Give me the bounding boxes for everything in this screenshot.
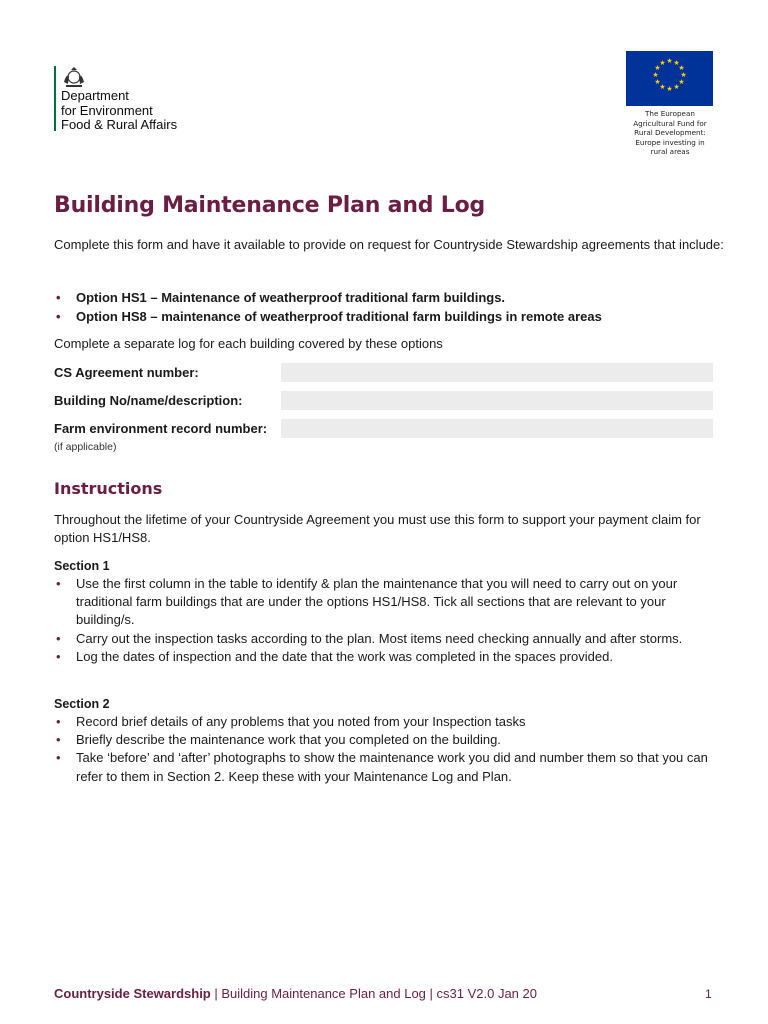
defra-line: Department	[61, 88, 129, 103]
svg-text:★: ★	[654, 78, 661, 86]
list-item: • Record brief details of any problems that you noted from your Inspection tasks	[54, 713, 724, 731]
fer-number-field[interactable]	[281, 419, 713, 438]
svg-text:★: ★	[678, 64, 685, 72]
svg-text:★: ★	[680, 71, 687, 79]
eu-caption-line: The European	[645, 109, 695, 118]
fer-number-label: Farm environment record number:	[54, 421, 268, 436]
eu-caption-line: rural areas	[650, 147, 690, 156]
eu-caption-line: Europe investing in	[635, 137, 705, 147]
svg-text:★: ★	[678, 78, 685, 86]
defra-name	[61, 89, 177, 133]
section2-list	[54, 713, 724, 786]
list-item: • Briefly describe the maintenance work that you completed on the building.	[54, 731, 724, 749]
svg-text:★: ★	[673, 83, 680, 91]
footer-separator: |	[425, 986, 437, 1001]
svg-text:★: ★	[659, 83, 666, 91]
footer-brand: Countryside Stewardship	[54, 986, 211, 1001]
svg-text:★: ★	[666, 57, 673, 65]
document-title: Building Maintenance Plan and Log	[54, 193, 486, 218]
list-item: • Use the first column in the table to identify & plan the maintenance that you will need to carry out on your traditional farm buildings that are under the options HS1/HS8. Tick all sections that are relevant to your building/s.	[54, 575, 724, 630]
defra-line: Food & Rural Affairs	[61, 117, 178, 132]
footer-doc-title: Building Maintenance Plan and Log	[221, 986, 426, 1001]
royal-crest-icon	[61, 66, 87, 88]
separate-log-text: Complete a separate log for each building covered by these options	[54, 336, 443, 351]
defra-line: for Environment	[61, 102, 153, 118]
section1-list	[54, 575, 724, 666]
section2-heading: Section 2	[54, 697, 110, 711]
defra-logo-bar	[54, 66, 56, 131]
svg-text:★: ★	[652, 71, 659, 79]
option-item-hs1: • Option HS1 – Maintenance of weatherproof traditional farm buildings.	[54, 288, 724, 307]
footer-doc-code: cs31 V2.0 Jan 20	[436, 986, 537, 1001]
footer	[54, 986, 537, 1001]
page-number: 1	[705, 987, 712, 1001]
agreement-number-label: CS Agreement number:	[54, 365, 199, 380]
intro-text: Complete this form and have it available to provide on request for Countryside Stewardship agreements that include:	[54, 237, 724, 252]
options-list	[54, 288, 724, 326]
option-item-hs8: • Option HS8 – maintenance of weatherproof traditional farm buildings in remote areas	[54, 307, 724, 326]
eu-caption-line: Rural Development:	[634, 128, 706, 137]
eu-caption	[620, 109, 720, 157]
eu-caption-line: Agricultural Fund for	[633, 118, 707, 128]
list-item: • Log the dates of inspection and the date that the work was completed in the spaces provided.	[54, 648, 724, 666]
agreement-number-field[interactable]	[281, 363, 713, 382]
eu-flag-icon	[626, 51, 713, 106]
svg-text:★: ★	[654, 64, 661, 72]
defra-logo	[54, 66, 254, 132]
footer-separator: |	[210, 986, 222, 1001]
list-item: • Take ‘before’ and ‘after’ photographs to show the maintenance work you did and number them so that you can refer to them in Section 2. Keep these with your Maintenance Log and Plan.	[54, 749, 724, 785]
svg-text:★: ★	[666, 85, 673, 93]
svg-text:★: ★	[659, 59, 666, 67]
building-description-label: Building No/name/description:	[54, 393, 243, 408]
fer-note: (if applicable)	[54, 441, 117, 453]
section1-heading: Section 1	[54, 559, 110, 573]
building-description-field[interactable]	[281, 391, 713, 410]
instructions-intro: Throughout the lifetime of your Countryside Agreement you must use this form to support your payment claim for option HS1/HS8.	[54, 512, 701, 545]
svg-text:★: ★	[673, 59, 680, 67]
list-item: • Carry out the inspection tasks according to the plan. Most items need checking annually and after storms.	[54, 630, 724, 648]
instructions-heading: Instructions	[54, 479, 163, 498]
